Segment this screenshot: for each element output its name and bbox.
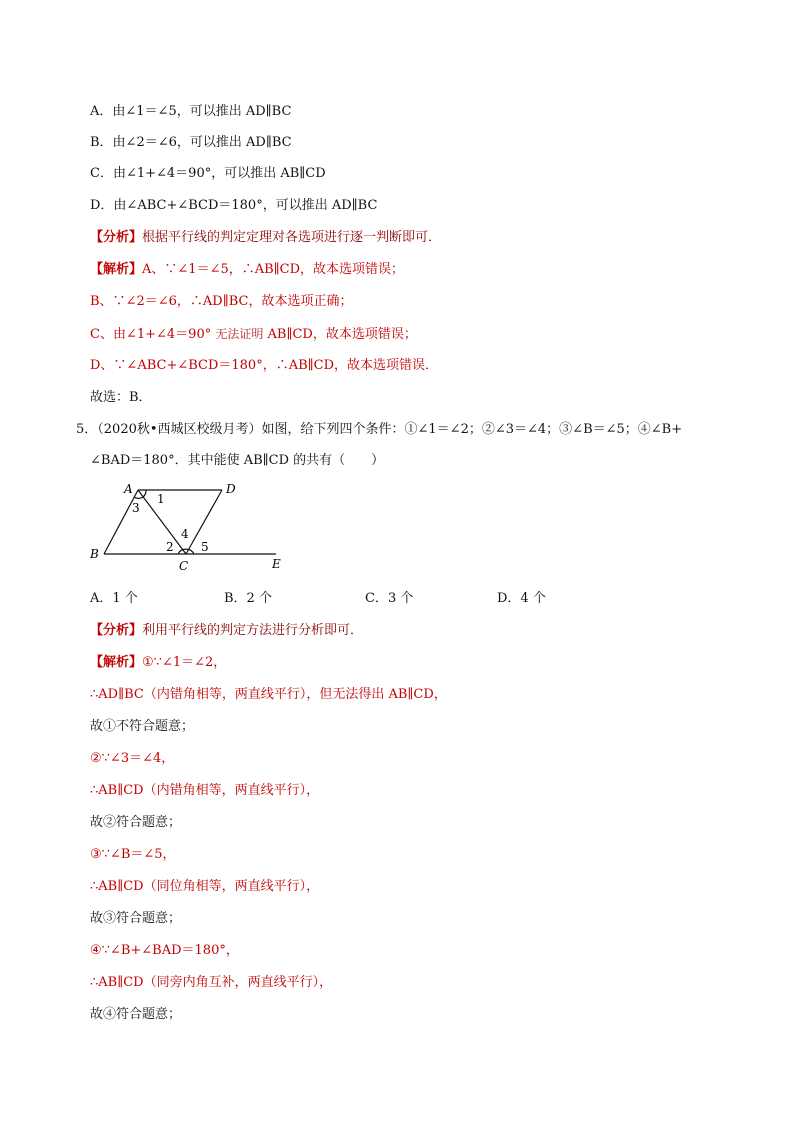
solution-line-1: ①∵∠1＝∠2， — [142, 655, 227, 670]
solution-tag: 【解析】 — [90, 262, 143, 277]
q5-solution-3: 故①不符合题意； — [90, 719, 195, 734]
q5-stem-line1: 5．（2020秋•西城区校级月考）如图，给下列四个条件：①∠1＝∠2；②∠3＝∠4；③∠B＝∠5；④∠B+ — [76, 422, 683, 437]
q5-solution-11: ∴AB∥CD（同旁内角互补，两直线平行）， — [90, 975, 333, 990]
label-angle-5: 5 — [201, 540, 209, 554]
analysis-text: 利用平行线的判定方法进行分析即可． — [142, 623, 364, 638]
q5-solution-1 — [90, 654, 226, 672]
q5-solution-7: ③∵∠B＝∠5， — [90, 847, 176, 862]
q5-solution-8: ∴AB∥CD（同位角相等，两直线平行）， — [90, 879, 320, 894]
analysis-tag: 【分析】 — [90, 623, 143, 638]
solution-c-part3: AB∥CD，故本选项错误； — [267, 327, 417, 342]
label-e: E — [272, 557, 281, 571]
q4-option-b: B．由∠2＝∠6，可以推出 AD∥BC — [90, 135, 292, 150]
q5-solution-6: 故②符合题意； — [90, 815, 182, 830]
q4-answer: 故选：B． — [90, 390, 152, 405]
label-a: A — [124, 482, 133, 496]
label-c: C — [179, 559, 189, 573]
angle-mark-a — [143, 490, 146, 497]
q5-solution-9: 故③符合题意； — [90, 911, 182, 926]
solution-tag: 【解析】 — [90, 655, 143, 670]
q5-solution-2: ∴AD∥BC（内错角相等，两直线平行），但无法得出 AB∥CD， — [90, 687, 447, 702]
q4-option-c: C．由∠1+∠4＝90°，可以推出 AB∥CD — [90, 166, 326, 181]
q4-solution-c — [90, 325, 417, 344]
label-angle-1: 1 — [157, 492, 165, 506]
q4-solution-b: B、∵∠2＝∠6，∴AD∥BC，故本选项正确； — [90, 294, 353, 309]
geometry-figure — [86, 478, 296, 578]
q5-solution-4: ②∵∠3＝∠4， — [90, 751, 175, 766]
q4-option-d: D．由∠ABC+∠BCD＝180°，可以推出 AD∥BC — [90, 198, 378, 213]
label-d: D — [226, 482, 236, 496]
q5-analysis — [90, 622, 363, 640]
q5-option-d: D．4 个 — [497, 591, 546, 606]
label-b: B — [90, 547, 99, 561]
label-angle-2: 2 — [166, 540, 174, 554]
q5-option-b: B．2 个 — [224, 591, 272, 606]
q5-solution-10: ④∵∠B+∠BAD＝180°， — [90, 943, 239, 958]
solution-a-text: A、∵∠1＝∠5，∴AB∥CD，故本选项错误； — [142, 262, 405, 277]
solution-c-part2: 无法证明 — [215, 327, 264, 341]
segment-ab — [104, 490, 138, 554]
q5-solution-5: ∴AB∥CD（内错角相等，两直线平行）， — [90, 783, 320, 798]
label-angle-3: 3 — [132, 501, 140, 515]
q5-option-c: C．3 个 — [365, 591, 414, 606]
q5-stem-line2: ∠BAD＝180°．其中能使 AB∥CD 的共有（ ） — [90, 453, 385, 468]
q5-option-a: A．1 个 — [90, 591, 138, 606]
label-angle-4: 4 — [181, 527, 189, 541]
q5-solution-12: 故④符合题意； — [90, 1007, 182, 1022]
q4-analysis — [90, 229, 441, 247]
analysis-text: 根据平行线的判定定理对各选项进行逐一判断即可． — [142, 230, 442, 245]
solution-c-part1: C、由∠1+∠4＝90° — [90, 327, 212, 342]
analysis-tag: 【分析】 — [90, 230, 143, 245]
q4-solution-a — [90, 261, 404, 279]
q4-solution-d: D、∵∠ABC+∠BCD＝180°，∴AB∥CD，故本选项错误． — [90, 358, 439, 373]
q4-option-a: A．由∠1＝∠5，可以推出 AD∥BC — [90, 104, 292, 119]
angle-mark-a2 — [134, 497, 143, 498]
